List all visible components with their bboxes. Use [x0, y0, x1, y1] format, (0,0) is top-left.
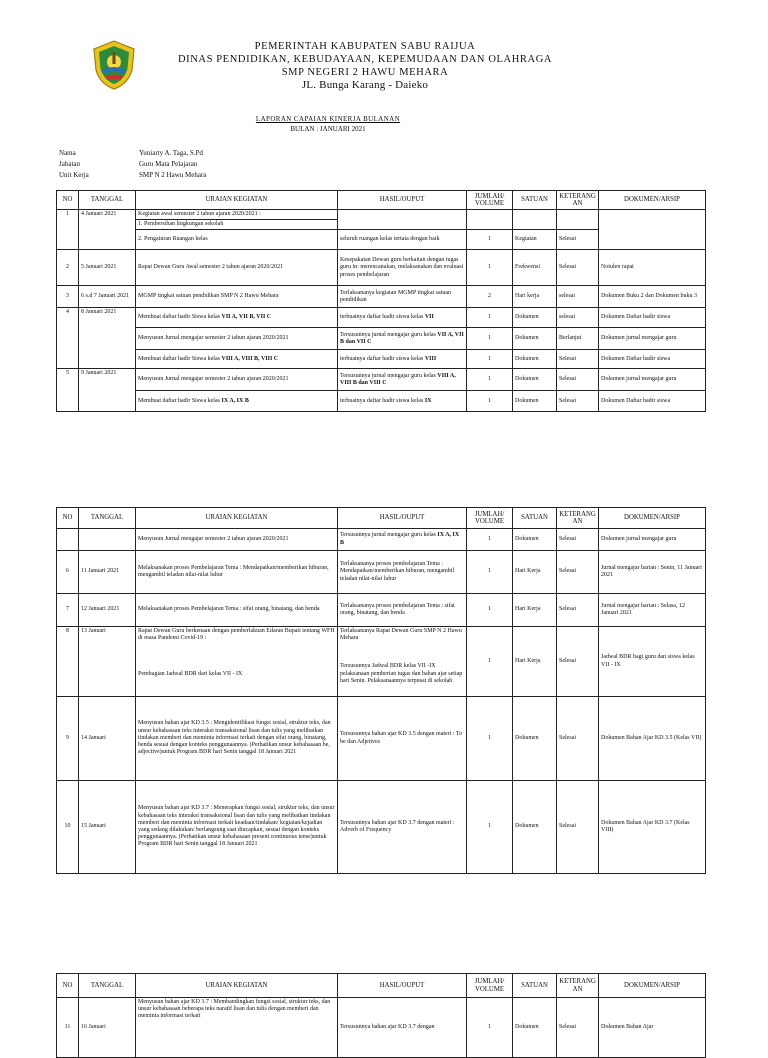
table-row — [57, 697, 706, 781]
col-jumlah: JUMLAH/ VOLUME — [467, 191, 513, 210]
col-tanggal: TANGGAL — [79, 191, 136, 210]
activity-table-3 — [56, 973, 706, 1058]
cell-no: 6 — [57, 551, 79, 594]
identity-row-name — [59, 148, 206, 159]
cell-hasil: Tersusunnya bahan ajar KD 3.5 dengan materi : To be dan Adjetives — [338, 697, 467, 781]
cell-jumlah: 1 — [467, 250, 513, 286]
cell-keterangan: Selesai — [557, 369, 599, 391]
cell-jumlah: 1 — [467, 529, 513, 551]
cell-uraian: Kegiatan awal semester 2 tahun ajaran 2020/2021 : — [136, 210, 338, 220]
cell-uraian: Melaksanakan proses Pembelajaran Tema : Mendapatkan/memberikan hiburan, mengambil teladan nilai-nilai luhur — [136, 551, 338, 594]
col-keterangan: KETERANG AN — [557, 508, 599, 529]
col-uraian: URAIAN KEGIATAN — [136, 974, 338, 998]
cell-tanggal: 9 Januari 2021 — [79, 369, 136, 412]
col-keterangan: KETERANG AN — [557, 191, 599, 210]
cell-jumlah: 1 — [467, 369, 513, 391]
table-row — [57, 781, 706, 874]
activity-table-1 — [56, 190, 706, 412]
cell-hasil: Tersusunnya Jadwal BDR kelas VII -IX pelaksanaan pemberian tugas dan bahan ajar setiap hari Senin. Pelaksanaannya terpusat di sekolah — [338, 653, 467, 697]
table-row — [57, 250, 706, 286]
cell-dokumen: Dokumen Bahan Ajar KD 3.7 (Kelas VIII) — [599, 781, 706, 874]
table-header-row — [57, 974, 706, 998]
cell-uraian: Menyusun bahan ajar KD 3.7 : Membandingkan fungsi sosial, struktur teks, dan unsur kebahasaan beberapa teks naratif lisan dan tulis dengan memberi dan meminta informasi terkait — [136, 998, 338, 1058]
cell-satuan: Hari Kerja — [513, 551, 557, 594]
cell-keterangan: Selesai — [557, 697, 599, 781]
col-uraian: URAIAN KEGIATAN — [136, 508, 338, 529]
col-hasil: HASIL/OUPUT — [338, 191, 467, 210]
cell-hasil — [338, 350, 467, 369]
cell-dokumen: Dokumen Bahan Ajar KD 3.5 (Kelas VII) — [599, 697, 706, 781]
cell-hasil: Terlaksananya kegiatan MGMP tingkat satuan pendidikan — [338, 286, 467, 308]
table-row — [57, 210, 706, 220]
cell-no: 11 — [57, 998, 79, 1058]
cell-keterangan: Selesai — [557, 230, 599, 250]
cell-no: 10 — [57, 781, 79, 874]
cell-text: terbuatnya daftar hadir siswa kelas — [340, 355, 425, 362]
cell-no: 1 — [57, 210, 79, 250]
cell-satuan: Hari Kerja — [513, 594, 557, 627]
cell-tanggal: 6 s.d 7 Januari 2021 — [79, 286, 136, 308]
cell-keterangan: Selesai — [557, 551, 599, 594]
cell-hasil — [338, 369, 467, 391]
col-satuan: SATUAN — [513, 191, 557, 210]
col-hasil: HASIL/OUPUT — [338, 974, 467, 998]
col-no: NO — [57, 508, 79, 529]
class-list: VIII A, VIII B, VIII C — [221, 355, 279, 362]
cell-text: terbuatnya daftar hadir siswa kelas — [340, 314, 425, 321]
cell-uraian: 2. Pengaturan Ruangan kelas — [136, 230, 338, 250]
cell-satuan: Dokumen — [513, 350, 557, 369]
col-hasil: HASIL/OUPUT — [338, 508, 467, 529]
cell-hasil — [338, 391, 467, 412]
cell-satuan: Dokumen — [513, 529, 557, 551]
table-row — [57, 328, 706, 350]
cell-text: Membuat daftar hadir Siswa kelas — [138, 397, 222, 404]
cell-jumlah: 1 — [467, 627, 513, 697]
cell-text: Membuat daftar hadir Siswa kelas — [138, 314, 222, 321]
cell-satuan: Dokumen — [513, 781, 557, 874]
class-list: IX A, IX B — [221, 397, 249, 404]
cell-keterangan — [557, 210, 599, 230]
col-satuan: SATUAN — [513, 508, 557, 529]
table-row — [57, 594, 706, 627]
cell-no: 7 — [57, 594, 79, 627]
col-dokumen: DOKUMEN/ARSIP — [599, 191, 706, 210]
cell-uraian: Menyusun bahan ajar KD 3.5 : Mengidentifikasi fungsi sosial, struktur teks, dan unsur kebahasaan teks interaksi transaksional lisan dan tulis yang melibatkan tindakan memberi dan meminta informasi terkait dengan sifat orang, binatang, benda sesuai dengan konteks penggunaannya. (Perhatikan unsur kebahasaan be, adjective)untuk Program BDR hari Senin tanggal 18 Januari 2021 — [136, 697, 338, 781]
cell-uraian: 1. Pembersihan lingkungan sekolah — [136, 220, 338, 230]
cell-no: 2 — [57, 250, 79, 286]
table-row — [57, 551, 706, 594]
identity-key: Nama — [59, 149, 76, 157]
letterhead — [150, 40, 580, 92]
cell-dokumen: Dokumen Buku 2 dan Dokumen buku 3 — [599, 286, 706, 308]
cell-keterangan: Selesai — [557, 998, 599, 1058]
cell-text: Tersusunnya jurnal mengajar guru kelas — [340, 331, 438, 338]
cell-hasil: Terlaksananya proses pembelajaran Tema : sifat orang, binatang, dan benda — [338, 594, 467, 627]
cell-jumlah: 1 — [467, 308, 513, 328]
table-row — [57, 308, 706, 328]
cell-tanggal: 11 Januari 2021 — [79, 551, 136, 594]
cell-tanggal: 16 Januari — [79, 998, 136, 1058]
cell-keterangan: Selesai — [557, 594, 599, 627]
cell-jumlah: 1 — [467, 781, 513, 874]
table-row — [57, 998, 706, 1058]
cell-keterangan: selesai — [557, 308, 599, 328]
cell-satuan: Frekwensi — [513, 250, 557, 286]
cell-tanggal: 12 Januari 2021 — [79, 594, 136, 627]
col-dokumen: DOKUMEN/ARSIP — [599, 974, 706, 998]
letterhead-department: DINAS PENDIDIKAN, KEBUDAYAAN, KEPEMUDAAN DAN OLAHRAGA — [177, 54, 553, 65]
cell-text: Tersusunnya jurnal mengajar guru kelas — [340, 372, 438, 379]
cell-jumlah: 2 — [467, 286, 513, 308]
cell-satuan: Hari Kerja — [513, 627, 557, 697]
col-jumlah: JUMLAH/ VOLUME — [467, 974, 513, 998]
cell-uraian: Rapat Dewan Guru Awal semester 2 tahun ajaran 2020/2021 — [136, 250, 338, 286]
class-list: VII A, VII B, VII C — [221, 314, 272, 321]
cell-hasil: Terlaksananya Rapat Dewan Guru SMP N 2 Hawu Mehara — [338, 627, 467, 653]
cell-tanggal: 13 Januari — [79, 627, 136, 697]
col-dokumen: DOKUMEN/ARSIP — [599, 508, 706, 529]
regency-seal-logo — [92, 40, 136, 90]
cell-dokumen: Dokumen jurnal mengajar guru — [599, 328, 706, 350]
cell-keterangan: Selesai — [557, 391, 599, 412]
cell-jumlah: 1 — [467, 594, 513, 627]
cell-uraian — [136, 308, 338, 328]
identity-block — [59, 148, 206, 181]
cell-keterangan: Selesai — [557, 250, 599, 286]
letterhead-school: SMP NEGERI 2 HAWU MEHARA — [281, 67, 449, 78]
class-list: IX — [424, 397, 432, 404]
cell-uraian: MGMP tingkat satuan pendidikan SMP N 2 Hawu Mehara — [136, 286, 338, 308]
cell-tanggal: 15 Januari — [79, 781, 136, 874]
letterhead-address: JL. Bunga Karang - Daieko — [301, 79, 429, 91]
cell-satuan: Dokumen — [513, 308, 557, 328]
table-row — [57, 627, 706, 653]
cell-uraian: Melaksanakan proses Pembelajaran Tema : sifat orang, binatang, dan benda — [136, 594, 338, 627]
cell-hasil: seluruh ruangan kelas tertata dengan baik — [338, 230, 467, 250]
col-keterangan: KETERANG AN — [557, 974, 599, 998]
report-title: LAPORAN CAPAIAN KINERJA BULANAN — [255, 115, 401, 123]
col-satuan: SATUAN — [513, 974, 557, 998]
cell-jumlah: 1 — [467, 230, 513, 250]
class-list: IX A, IX B — [340, 532, 460, 546]
cell-dokumen: Jurnal mengajar harian : Selasa, 12 Januari 2021 — [599, 594, 706, 627]
cell-uraian: Menyusun Jurnal mengajar semester 2 tahun ajaran 2020/2021 — [136, 529, 338, 551]
cell-jumlah — [467, 210, 513, 230]
cell-uraian: Pembagian Jadwal BDR dari kelas VII - IX — [136, 653, 338, 697]
cell-jumlah: 1 — [467, 391, 513, 412]
cell-uraian: Rapat Dewan Guru berkenaan dengan pemberlakuan Edaran Bupati tentang WFH di masa Pandemi Covid-19 : — [136, 627, 338, 653]
activity-table-2 — [56, 507, 706, 874]
cell-no: 5 — [57, 369, 79, 412]
col-tanggal: TANGGAL — [79, 974, 136, 998]
cell-jumlah: 1 — [467, 697, 513, 781]
cell-jumlah: 1 — [467, 551, 513, 594]
identity-key: Unit Kerja — [59, 171, 89, 179]
cell-hasil: Terlaksananya proses pembelajaran Tema : Mendapatkan/memberikan hiburan, mengambil teladan nilai-nilai luhur — [338, 551, 467, 594]
cell-uraian — [136, 391, 338, 412]
cell-tanggal: 4 Januari 2021 — [79, 210, 136, 250]
identity-row-position — [59, 159, 206, 170]
cell-keterangan: Selesai — [557, 781, 599, 874]
cell-dokumen: Dokumen jurnal mengajar guru — [599, 369, 706, 391]
class-list: VII — [424, 314, 434, 321]
cell-tanggal — [79, 529, 136, 551]
letterhead-government: PEMERINTAH KABUPATEN SABU RAIJUA — [254, 41, 476, 52]
cell-hasil — [338, 308, 467, 328]
col-no: NO — [57, 974, 79, 998]
cell-uraian: Menyusun bahan ajar KD 3.7 : Menerapkan fungsi sosial, struktur teks, dan unsur kebahasaan teks interaksi transaksional lisan dan tulis yang melibatkan tindakan memberi dan meminta informasi terkait keadaan/tindakan/ kegiatan/kejadian yang sedang dilakukan/ berlangsung saat diucapkan, sesuai dengan konteks penggunaannya. (Perhatikan unsur kebahasaan present continuous tense)untuk Program BDR hari Senin tanggal 18 Januari 2021 — [136, 781, 338, 874]
col-no: NO — [57, 191, 79, 210]
cell-no — [57, 529, 79, 551]
cell-hasil — [338, 529, 467, 551]
cell-no: 9 — [57, 697, 79, 781]
class-list: VIII A, VIII B dan VIII C — [340, 372, 456, 386]
cell-jumlah: 1 — [467, 328, 513, 350]
table-row — [57, 369, 706, 391]
cell-jumlah: 1 — [467, 350, 513, 369]
cell-hasil — [338, 210, 467, 230]
identity-key: Jabatan — [59, 160, 80, 168]
cell-satuan: Hari kerja — [513, 286, 557, 308]
cell-satuan: Dokumen — [513, 328, 557, 350]
cell-hasil: Kesepakatan Dewan guru berkaitan dengan tugas guru in: merencanakan, melaksanakan dan evaluasi proses pembelajaran — [338, 250, 467, 286]
col-uraian: URAIAN KEGIATAN — [136, 191, 338, 210]
class-list: VIII — [424, 355, 437, 362]
cell-satuan: Kegiatan — [513, 230, 557, 250]
col-tanggal: TANGGAL — [79, 508, 136, 529]
cell-text: terbuatnya daftar hadir siswa kelas — [340, 397, 425, 404]
cell-tanggal: 5 Januari 2021 — [79, 250, 136, 286]
cell-dokumen: Jurnal mengajar harian : Senin, 11 Januari 2021 — [599, 551, 706, 594]
cell-no: 8 — [57, 627, 79, 697]
cell-hasil: Tersusunnya bahan ajar KD 3.7 dengan materi : Adverb of Frequency — [338, 781, 467, 874]
cell-satuan: Dokumen — [513, 369, 557, 391]
cell-satuan: Dokumen — [513, 697, 557, 781]
cell-satuan — [513, 210, 557, 230]
cell-hasil — [338, 328, 467, 350]
cell-dokumen — [599, 210, 706, 250]
cell-no: 4 — [57, 308, 79, 369]
cell-tanggal: 8 Januari 2021 — [79, 308, 136, 369]
cell-dokumen: Jadwal BDR bagi guru dan siswa kelas VII - IX — [599, 627, 706, 697]
cell-keterangan: Berlanjut — [557, 328, 599, 350]
table-row — [57, 529, 706, 551]
cell-dokumen: Notulen rapat — [599, 250, 706, 286]
cell-satuan: Dokumen — [513, 391, 557, 412]
cell-dokumen: Dokumen Bahan Ajar — [599, 998, 706, 1058]
cell-uraian: Menyusun Jurnal mengajar semester 2 tahun ajaran 2020/2021 — [136, 369, 338, 391]
cell-no: 3 — [57, 286, 79, 308]
cell-text: Membuat daftar hadir Siswa kelas — [138, 355, 222, 362]
cell-dokumen: Dokumen jurnal mengajar guru — [599, 529, 706, 551]
cell-keterangan: Selesai — [557, 529, 599, 551]
cell-keterangan: Selesai — [557, 350, 599, 369]
cell-jumlah: 1 — [467, 998, 513, 1058]
identity-value: Yuniarty A. Taga, S.Pd — [139, 149, 203, 157]
cell-satuan: Dokumen — [513, 998, 557, 1058]
report-month: BULAN : JANUARI 2021 — [290, 125, 366, 133]
cell-uraian: Menyusun Jurnal mengajar semester 2 tahun ajaran 2020/2021 — [136, 328, 338, 350]
cell-uraian — [136, 350, 338, 369]
cell-dokumen: Dokumen Daftar hadir siswa — [599, 350, 706, 369]
table-header-row — [57, 191, 706, 210]
identity-value: SMP N 2 Hawu Mehara — [139, 171, 207, 179]
cell-keterangan: Selesai — [557, 627, 599, 697]
col-jumlah: JUMLAH/ VOLUME — [467, 508, 513, 529]
cell-keterangan: selesai — [557, 286, 599, 308]
cell-hasil: Tersusunnya bahan ajar KD 3.7 dengan — [338, 998, 467, 1058]
table-row — [57, 350, 706, 369]
cell-dokumen: Dokumen Daftar hadir siswa — [599, 308, 706, 328]
cell-text: Tersusunnya jurnal mengajar guru kelas — [340, 532, 438, 539]
table-row — [57, 391, 706, 412]
table-row — [57, 286, 706, 308]
identity-row-unit — [59, 170, 206, 181]
cell-tanggal: 14 Januari — [79, 697, 136, 781]
cell-dokumen: Dokumen Daftar hadir siswa — [599, 391, 706, 412]
class-list: VII A, VII B dan VII C — [340, 331, 464, 345]
identity-value: Guru Mata Pelajaran — [139, 160, 198, 168]
table-header-row — [57, 508, 706, 529]
